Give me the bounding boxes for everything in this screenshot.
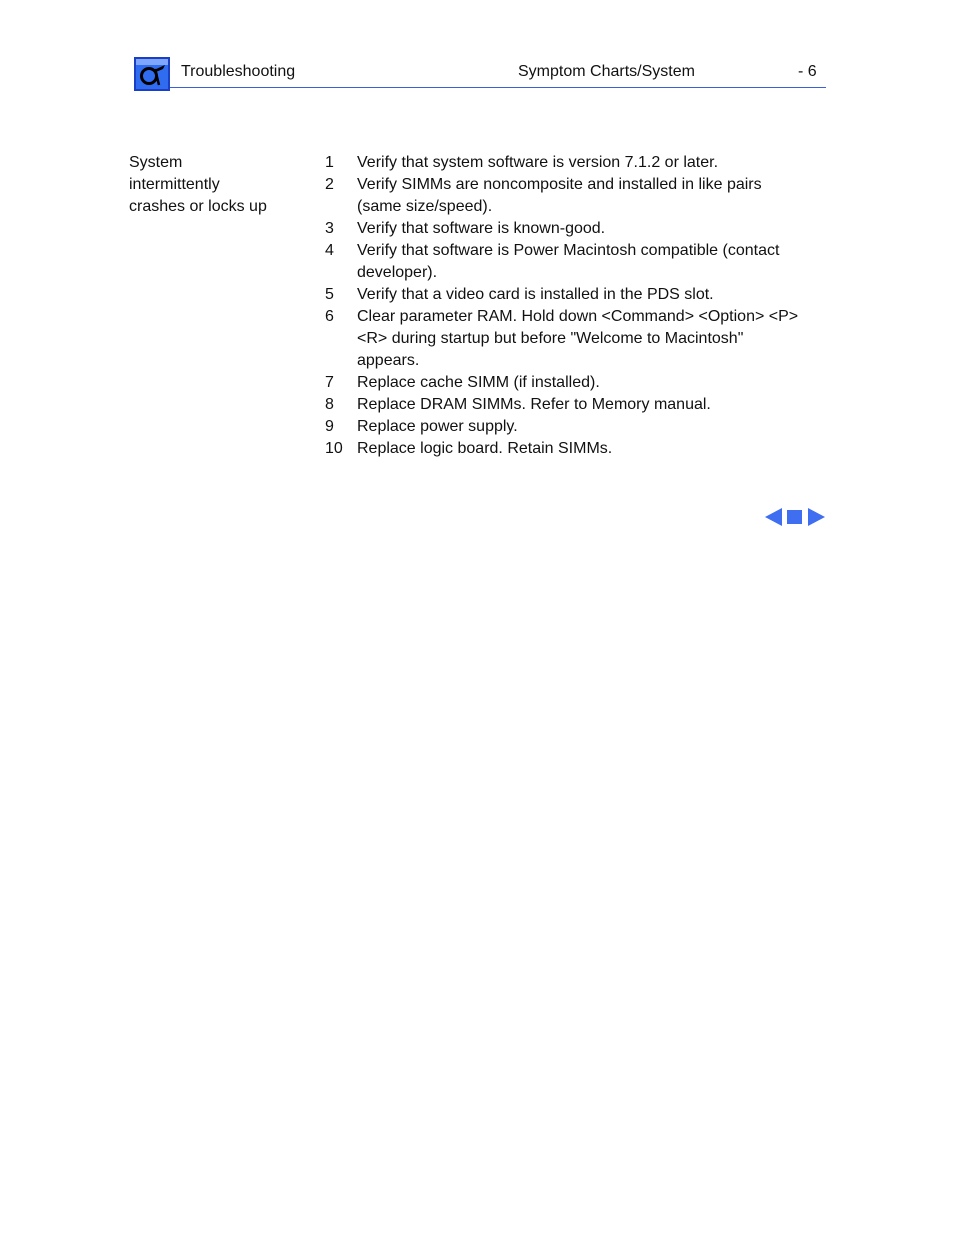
header-rule — [170, 87, 826, 88]
step-item — [325, 306, 825, 372]
step-number: 4 — [325, 242, 334, 259]
page-number: - 6 — [798, 63, 817, 80]
page-navigation — [764, 507, 826, 527]
step-item — [325, 394, 825, 416]
step-text: appears. — [357, 352, 420, 369]
chapter-title: Symptom Charts/System — [518, 63, 695, 80]
step-item — [325, 240, 825, 284]
step-item — [325, 284, 825, 306]
step-number: 1 — [325, 154, 334, 171]
square-icon[interactable] — [786, 507, 804, 527]
solution-steps — [325, 152, 825, 460]
step-number: 5 — [325, 286, 334, 303]
triangle-left-icon[interactable] — [764, 507, 784, 527]
step-text: (same size/speed). — [357, 198, 493, 215]
step-number: 2 — [325, 176, 334, 193]
step-text: Clear parameter RAM. Hold down <Command> <Option> <P> — [357, 308, 799, 325]
step-text: Verify that software is Power Macintosh compatible (contact — [357, 242, 780, 259]
symptom-line: System — [129, 154, 183, 171]
symptom-line: intermittently — [129, 176, 220, 193]
step-text: Replace DRAM SIMMs. Refer to Memory manual. — [357, 396, 711, 413]
step-text: Replace power supply. — [357, 418, 518, 435]
step-number: 9 — [325, 418, 334, 435]
step-item — [325, 372, 825, 394]
step-text: Verify that a video card is installed in the PDS slot. — [357, 286, 714, 303]
step-text: <R> during startup but before "Welcome to Macintosh" — [357, 330, 744, 347]
step-text: Verify that software is known-good. — [357, 220, 606, 237]
step-number: 6 — [325, 308, 334, 325]
step-item — [325, 152, 825, 174]
symptom-label — [129, 152, 309, 218]
step-text: Verify SIMMs are noncomposite and installed in like pairs — [357, 176, 762, 193]
triangle-right-icon[interactable] — [806, 507, 826, 527]
step-number: 8 — [325, 396, 334, 413]
step-text: developer). — [357, 264, 438, 281]
step-number: 10 — [325, 440, 343, 457]
step-text: Replace logic board. Retain SIMMs. — [357, 440, 613, 457]
step-item — [325, 416, 825, 438]
step-number: 3 — [325, 220, 334, 237]
step-item — [325, 218, 825, 240]
step-text: Verify that system software is version 7.1.2 or later. — [357, 154, 719, 171]
step-item — [325, 438, 825, 460]
step-number: 7 — [325, 374, 334, 391]
step-item — [325, 174, 825, 218]
step-text: Replace cache SIMM (if installed). — [357, 374, 600, 391]
manual-logo-icon — [134, 57, 170, 91]
section-title: Troubleshooting — [181, 63, 296, 80]
symptom-line: crashes or locks up — [129, 198, 267, 215]
